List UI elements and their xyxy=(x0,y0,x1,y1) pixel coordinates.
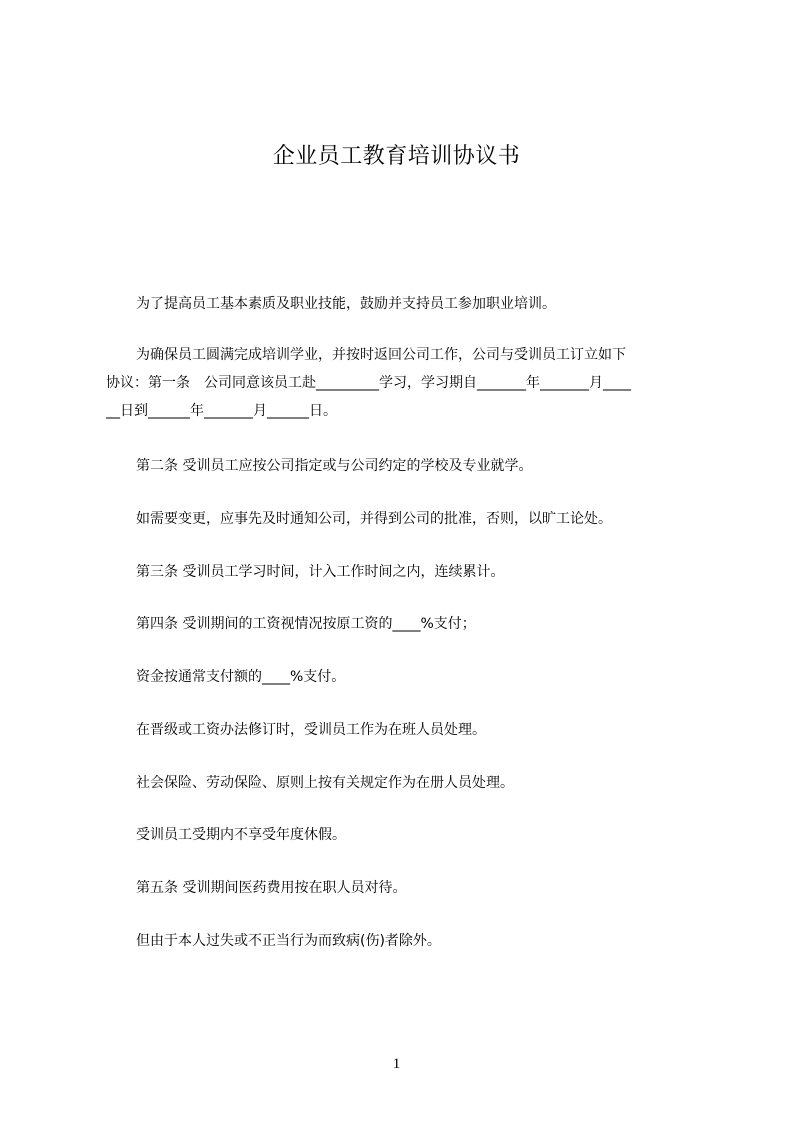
paragraph-article-1 xyxy=(106,341,631,425)
paragraph-change-notice xyxy=(136,505,612,533)
paragraph-line: 为确保员工圆满完成培训学业，并按时返回公司工作，公司与受训员工订立如下 xyxy=(136,347,626,363)
paragraph-line: 第三条 受训员工学习时间，计入工作时间之内，连续累计。 xyxy=(136,564,505,580)
paragraph-line: 协议：第一条 公司同意该员工赴_________学习，学习期自_______年_______月____ xyxy=(106,375,631,391)
paragraph-vacation xyxy=(136,821,346,849)
paragraph-line: 如需要变更，应事先及时通知公司，并得到公司的批准，否则，以旷工论处。 xyxy=(136,511,612,527)
paragraph-article-5 xyxy=(136,874,406,902)
paragraph-line: 但由于本人过失或不正当行为而致病(伤)者除外。 xyxy=(136,933,441,949)
paragraph-line: __日到______年_______月______日。 xyxy=(106,403,337,419)
paragraph-exception xyxy=(136,927,441,955)
paragraph-line: 第四条 受训期间的工资视情况按原工资的____%支付； xyxy=(136,616,476,632)
paragraph-line: 第五条 受训期间医药费用按在职人员对待。 xyxy=(136,880,407,896)
paragraph-line: 受训员工受期内不享受年度休假。 xyxy=(136,827,346,843)
paragraph-article-3 xyxy=(136,558,504,586)
paragraph-line: 在晋级或工资办法修订时，受训员工作为在班人员处理。 xyxy=(136,722,486,738)
paragraph-article-2 xyxy=(136,452,532,480)
paragraph-promotion xyxy=(136,716,486,744)
page-number: 1 xyxy=(392,1056,401,1072)
paragraph-line: 第二条 受训员工应按公司指定或与公司约定的学校及专业就学。 xyxy=(136,458,533,474)
paragraph-bonus xyxy=(136,663,345,691)
paragraph-line: 社会保险、劳动保险、原则上按有关规定作为在册人员处理。 xyxy=(136,775,514,791)
paragraph-intro xyxy=(136,290,556,318)
paragraph-line: 资金按通常支付额的____%支付。 xyxy=(136,669,346,685)
paragraph-line: 为了提高员工基本素质及职业技能，鼓励并支持员工参加职业培训。 xyxy=(136,296,556,312)
paragraph-article-4 xyxy=(136,610,476,638)
document-title: 企业员工教育培训协议书 xyxy=(272,144,521,169)
paragraph-insurance xyxy=(136,769,514,797)
